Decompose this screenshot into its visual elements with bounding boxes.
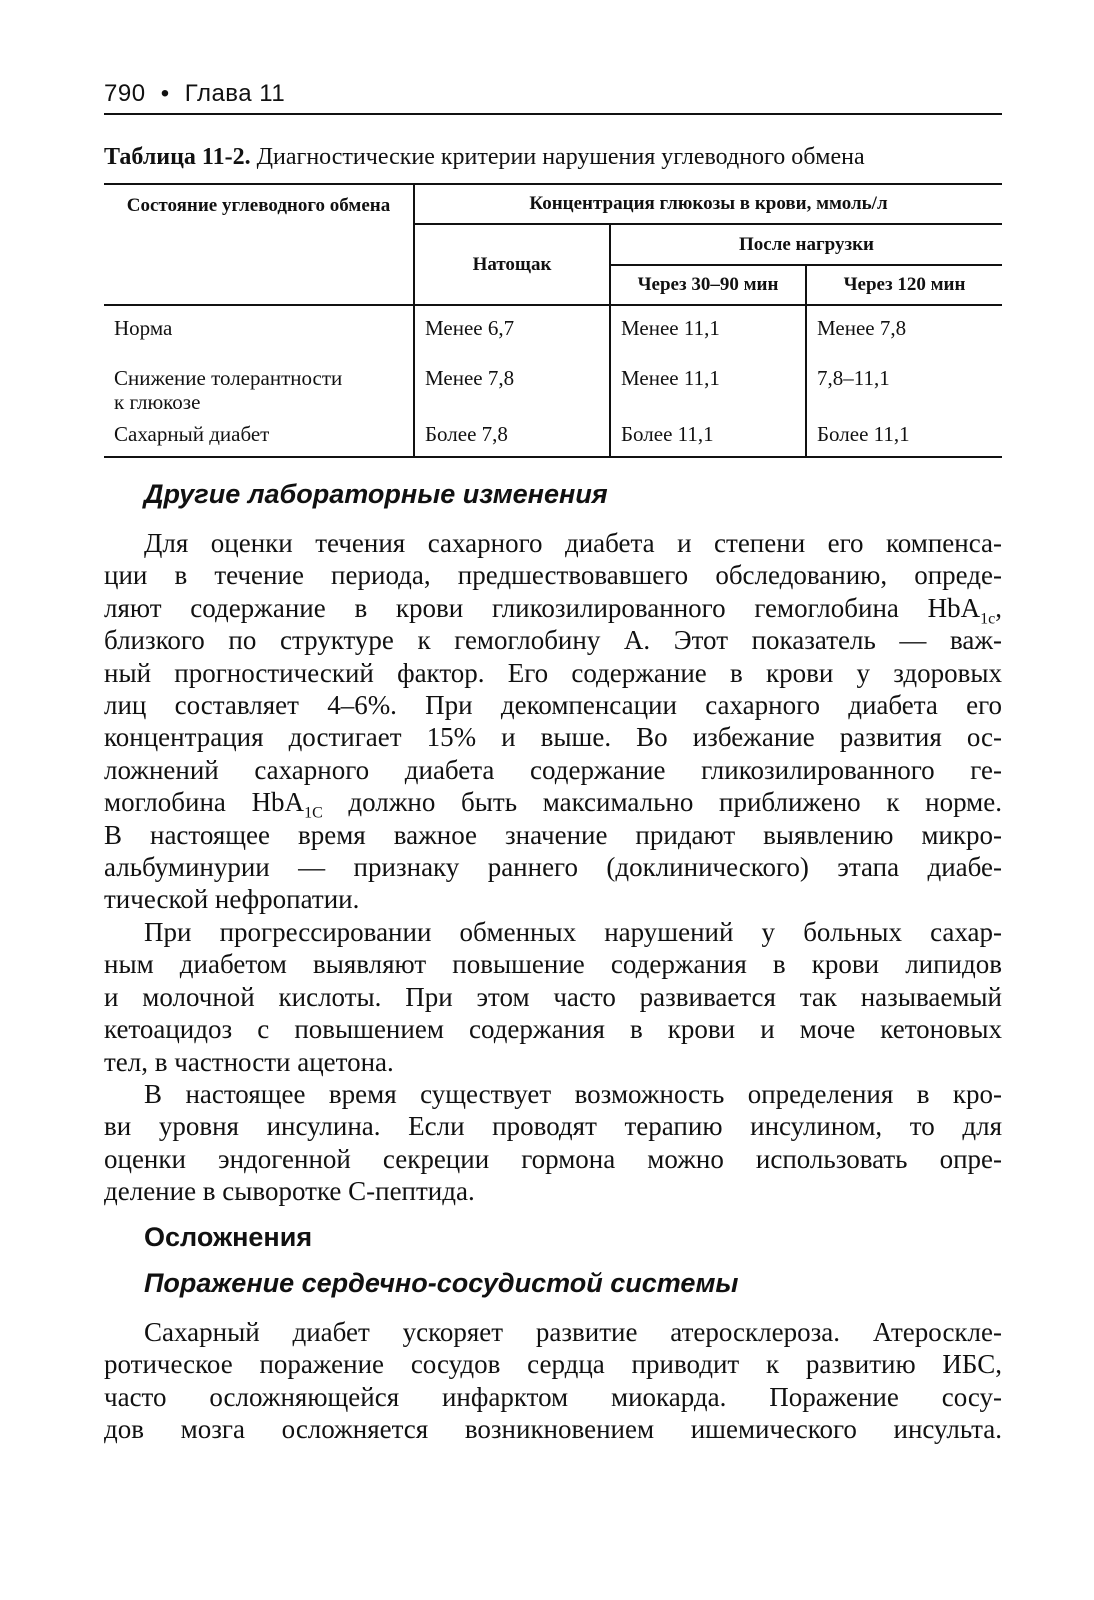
text-line: кетоацидоз с повышением содержания в крови и моче кетоновых [104,1014,1002,1045]
cell-fasting: Более 7,8 [414,418,610,457]
paragraph-lab-2 [104,916,1002,1078]
cell-state: Сахарный диабет [104,418,414,457]
paragraph-lab-3 [104,1078,1002,1208]
paragraph-lab-1 [104,527,1002,916]
cell-30-90: Менее 11,1 [610,362,806,418]
section-heading-lab: Другие лабораторные изменения [144,479,608,509]
text-line: ложнений сахарного диабета содержание гликозилированного ге- [104,754,1002,785]
text-line: Сахарный диабет ускоряет развитие атеросклероза. Атероскле- [144,1317,1002,1347]
table-caption-text: Диагностические критерии нарушения углеводного обмена [256,144,865,170]
text-line: альбуминурии — признаку раннего (доклинического) этапа диабе- [104,851,1002,882]
text-line: ви уровня инсулина. Если проводят терапию инсулином, то для [104,1111,1002,1142]
cell-state [104,362,414,418]
text-line: часто осложняющейся инфарктом миокарда. Поражение сосу- [104,1381,1002,1412]
separator-bullet: • [160,80,170,107]
text-line: тел, в частности ацетона. [104,1046,394,1077]
running-head [104,80,285,108]
text-line: ным диабетом выявляют повышение содержания в крови липидов [104,949,1002,980]
cell-120: Более 11,1 [806,418,1002,457]
table-row [104,418,1002,457]
table-row [104,362,1002,418]
text-fragment: моглобина HbA [104,787,305,818]
header-fasting: Натощак [414,224,610,305]
text-line: оценки эндогенной секреции гормона можно использовать опре- [104,1143,1002,1174]
header-120: Через 120 мин [806,265,1002,305]
section-heading-complications: Осложнения [144,1222,313,1252]
subscript: 1C [304,804,323,822]
text-line: близкого по структуре к гемоглобину А. Этот показатель — важ- [104,625,1002,656]
text-fragment: , [995,592,1002,623]
criteria-table [104,183,1002,458]
text-line: тической нефропатии. [104,884,360,915]
table-header-row [104,184,1002,224]
cell-state-line: к глюкозе [114,390,201,414]
subsection-heading-cardiovascular: Поражение сердечно-сосудистой системы [144,1268,739,1298]
text-line [104,592,1002,628]
text-line: ции в течение периода, предшествовавшего обследованию, опреде- [104,560,1002,591]
table-caption-label: Таблица 11-2. [104,144,251,170]
header-30-90: Через 30–90 мин [610,265,806,305]
page-number: 790 [104,80,146,107]
header-after-load: После нагрузки [610,224,1002,265]
text-line: Для оценки течения сахарного диабета и степени его компенса- [144,528,1002,558]
cell-fasting: Менее 7,8 [414,362,610,418]
table-caption [104,144,1002,171]
text-line: лиц составляет 4–6%. При декомпенсации сахарного диабета его [104,689,1002,720]
header-rule [104,113,1002,115]
text-line: В настоящее время важное значение придают выявлению микро- [104,819,1002,850]
cell-30-90: Менее 11,1 [610,305,806,362]
cell-30-90: Более 11,1 [610,418,806,457]
cell-120: Менее 7,8 [806,305,1002,362]
text-line: и молочной кислоты. При этом часто развивается так называемый [104,981,1002,1012]
text-line: концентрация достигает 15% и выше. Во избежание развития ос- [104,722,1002,753]
text-line: ный прогностический фактор. Его содержание в крови у здоровых [104,657,1002,688]
text-line: дов мозга осложняется возникновением ишемического инсульта. [104,1414,1002,1445]
cell-state-line: Снижение толерантности [114,366,343,390]
text-line: В настоящее время существует возможность определения в кро- [144,1079,1002,1109]
text-fragment: должно быть максимально приближено к норме. [322,787,1002,818]
text-line [104,786,1002,822]
text-line: деление в сыворотке С-пептида. [104,1176,475,1207]
text-fragment: ляют содержание в крови гликозилированного гемоглобина HbA [104,592,981,623]
cell-fasting: Менее 6,7 [414,305,610,362]
subscript: 1c [980,610,996,628]
paragraph-cardiovascular [104,1316,1002,1446]
text-line: При прогрессировании обменных нарушений у больных сахар- [144,917,1002,947]
cell-120: 7,8–11,1 [806,362,1002,418]
table-row [104,305,1002,362]
text-line: ротическое поражение сосудов сердца приводит к развитию ИБС, [104,1349,1002,1380]
header-concentration: Концентрация глюкозы в крови, ммоль/л [414,184,1002,224]
chapter-label: Глава 11 [184,80,286,107]
cell-state: Норма [104,305,414,362]
header-state: Состояние углеводного обмена [104,184,414,305]
